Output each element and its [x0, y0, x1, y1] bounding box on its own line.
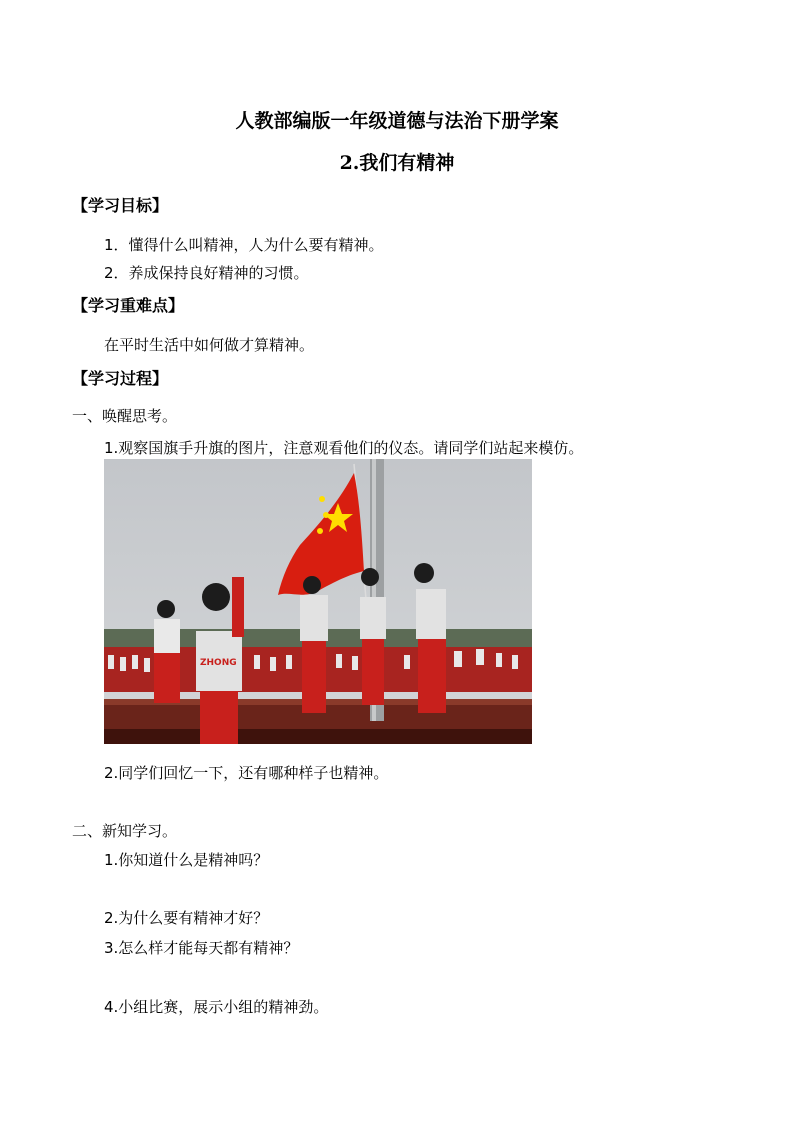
flag-raising-photo	[104, 459, 532, 744]
section-heading-process: 【学习过程】	[72, 369, 169, 388]
section-heading-difficulty: 【学习重难点】	[72, 296, 185, 315]
part1-heading: 一、唤醒思考。	[72, 407, 178, 425]
page-title: 人教部编版一年级道德与法治下册学案	[235, 110, 559, 132]
jacket-text: ZHONG	[200, 658, 237, 668]
part2-question: 2.为什么要有精神才好？	[104, 909, 269, 927]
section-heading-goals: 【学习目标】	[72, 196, 169, 215]
part2-question: 4.小组比赛，展示小组的精神劲。	[104, 998, 329, 1016]
lesson-title: 2.我们有精神	[339, 152, 455, 174]
part1-question: 2.同学们回忆一下，还有哪种样子也精神。	[104, 764, 389, 782]
difficulty-text: 在平时生活中如何做才算精神。	[104, 336, 315, 354]
part2-question: 1.你知道什么是精神吗？	[104, 851, 269, 869]
part1-question: 1.观察国旗手升旗的图片，注意观看他们的仪态。请同学们站起来模仿。	[104, 439, 584, 457]
part2-question: 3.怎么样才能每天都有精神？	[104, 939, 299, 957]
part2-heading: 二、新知学习。	[72, 822, 178, 840]
goal-item: 2．养成保持良好精神的习惯。	[104, 264, 309, 282]
goal-item: 1．懂得什么叫精神，人为什么要有精神。	[104, 236, 384, 254]
